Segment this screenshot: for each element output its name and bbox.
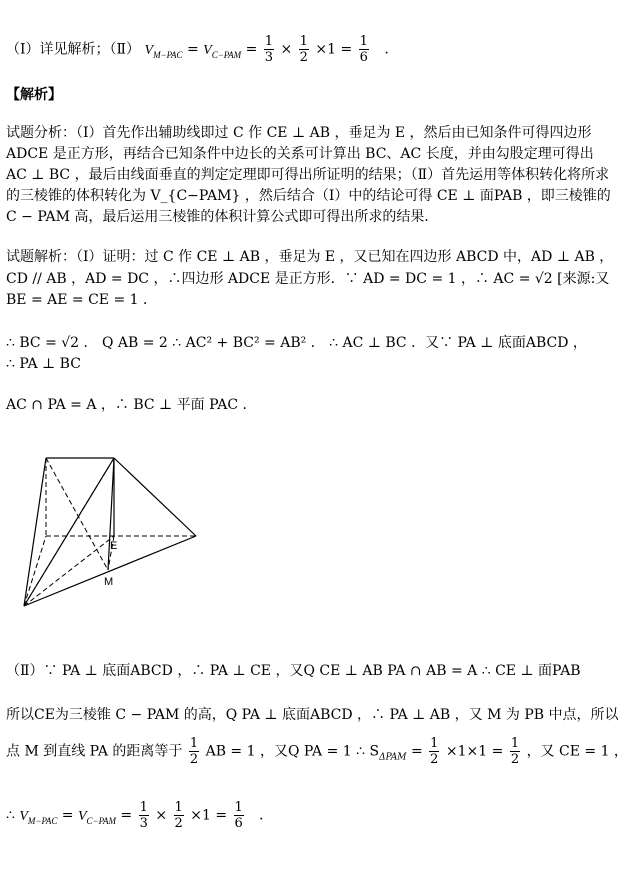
fraction-one-half: $\frac{1}{2}$ [189,736,199,767]
solution-line-4: ∴ BC = √2 ． Q AB = 2 ∴ AC² + BC² = AB² ． ∴ AC ⊥ BC ．又∵ PA ⊥ 底面ABCD ， [6,335,587,351]
area-expr: ×1×1 = [445,743,504,760]
period: . [384,41,389,58]
fraction-one-half: $\frac{1}{2}$ [510,736,520,767]
pyramid-figure [18,452,208,617]
label-m: M [104,576,114,588]
equals-sign: = [186,41,199,58]
label-e: E [110,540,118,552]
ce-value: ，又 CE = 1 ， [526,743,628,760]
answer-line: （Ⅰ）详见解析；（Ⅱ） $V_{M-PAC} = V_{C-PAM}$ = $\frac{1}{3}$ × $\frac{1}{2}$ ×1 = $\frac{1}{6}$ . [6,34,389,65]
analysis-line-3: AC ⊥ BC ，最后由线面垂直的判定定理即可得出所证明的结果；（Ⅱ）首先运用等体积转化将所求 [6,167,610,183]
fraction-one-sixth: $\frac{1}{6}$ [234,800,243,831]
fraction-one-sixth: $\frac{1}{6}$ [359,34,368,65]
analysis-line-2: ADCE 是正方形，再结合已知条件中边长的关系可计算出 BC、AC 长度，并由勾股定理可得出 [6,146,594,162]
triangle-pam-sub: ΔPAM [379,752,407,763]
edge-pa [24,458,46,606]
solution-line-3: BE = AE = CE = 1 ． [6,292,158,308]
analysis-line-1: 试题分析：（Ⅰ）首先作出辅助线即过 C 作 CE ⊥ AB ，垂足为 E ，然后由已知条件可得四边形 [6,125,592,141]
solution-line-2: CD // AB ，AD = DC ，∴四边形 ADCE 是正方形．∵ AD = DC = 1 ，∴ AC = √2 [来源:又 [6,271,610,287]
part2-line-1: （Ⅱ）∵ PA ⊥ 底面ABCD ，∴ PA ⊥ CE ，又Q CE ⊥ AB PA ∩ AB = A ∴ CE ⊥ 面PAB [6,663,581,679]
fraction-one-half: $\frac{1}{2}$ [430,736,439,767]
fraction-one-half: $\frac{1}{2}$ [299,34,308,65]
equals-sign: = [245,41,262,58]
solution-line-1: 试题解析：（Ⅰ）证明：过 C 作 CE ⊥ AB ，垂足为 E ，又已知在四边形 ABCD 中，AD ⊥ AB ， [6,249,614,265]
dashed-edge-ae [24,536,114,606]
fraction-one-third: $\frac{1}{3}$ [139,800,148,831]
dashed-edge-ad [24,536,46,606]
dashed-edge-dm [46,458,108,570]
volume-m-pac: $V_{M-PAC}$ [144,42,183,60]
solution-line-5: ∴ PA ⊥ BC [6,356,81,372]
part2-line-2: 所以CE为三棱锥 C − PAM 的高，Q PA ⊥ 底面ABCD ，∴ PA ⊥ AB ，又 M 为 PB 中点，所以 [6,707,619,723]
part2-line-4: ∴ $V_{M-PAC} = V_{C-PAM}$ = $\frac{1}{3}$ × $\frac{1}{2}$ ×1 = $\frac{1}{6}$ ． [6,800,274,831]
distance-result: AB = 1 ，又Q PA = 1 ∴ S [205,743,380,760]
part2-line-3 [6,736,628,767]
volume-c-pam: $V_{C-PAM}$ [203,42,242,60]
fraction-one-third: $\frac{1}{3}$ [264,34,274,65]
analysis-line-5: C − PAM 高，最后运用三棱锥的体积计算公式即可得出所求的结果． [6,209,439,225]
fraction-one-half: $\frac{1}{2}$ [174,800,183,831]
edge-pc [114,458,196,536]
solution-line-6: AC ∩ PA = A ，∴ BC ⊥ 平面 PAC ． [6,397,257,413]
analysis-line-4: 的三棱锥的体积转化为 V_{C−PAM} ，然后结合（Ⅰ）中的结论可得 CE ⊥ 面PAB ，即三棱锥的 [6,188,611,204]
analysis-heading: 【解析】 [6,87,62,103]
equals-sign: = [410,743,423,760]
answer-part-label: （Ⅰ）详见解析；（Ⅱ） [6,41,141,58]
distance-text: 点 M 到直线 PA 的距离等于 [6,743,183,760]
